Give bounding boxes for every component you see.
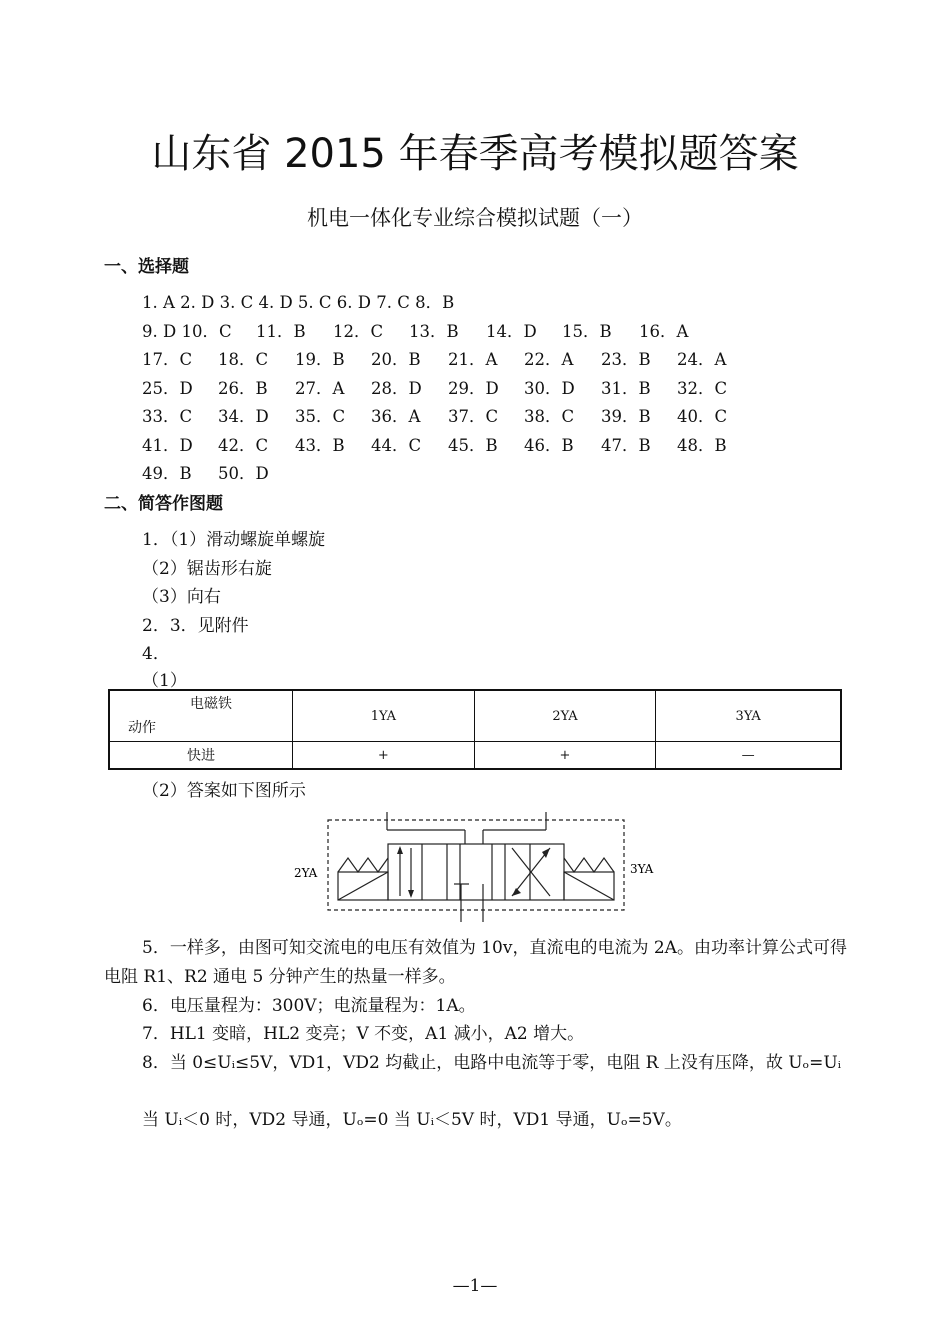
answer-cell: 17．C: [142, 350, 193, 369]
q8-answer-part2: 当 Uᵢ＜0 时，VD2 导通，Uₒ=0 当 Uᵢ＜5V 时，VD1 导通，Uₒ=5V。: [142, 1110, 682, 1130]
answer-cell: 11．B: [256, 322, 306, 341]
corner-label-top: 电磁铁: [190, 696, 232, 712]
q2-q3-answer: 2．3．见附件: [142, 616, 249, 636]
answer-cell: 32．C: [677, 379, 728, 398]
answer-cell: 38．C: [524, 407, 575, 426]
answer-cell: 48．B: [677, 436, 727, 455]
answer-cell: 12．C: [333, 322, 384, 341]
q4-part2-label: （2）答案如下图所示: [142, 781, 306, 801]
answer-cell: 41．D: [142, 436, 193, 455]
answer-cell: 46．B: [524, 436, 574, 455]
page-number: —1—: [452, 1276, 498, 1296]
answer-cell: 1. A 2. D 3. C 4. D 5. C 6. D 7. C 8．B: [142, 293, 455, 312]
answer-cell: 45．B: [448, 436, 498, 455]
table-cell: +: [474, 742, 656, 770]
section-heading-choice: 一、选择题: [104, 257, 189, 277]
answer-cell: 31．B: [601, 379, 651, 398]
q1-part3: （3）向右: [142, 587, 221, 607]
valve-label-2ya: 2YA: [294, 866, 318, 880]
q5-answer: 5．一样多，由图可知交流电的电压有效值为 10v，直流电的电流为 2A。由功率计算公式可得电阻 R1、R2 通电 5 分钟产生的热量一样多。: [104, 938, 847, 987]
directional-valve-diagram: [290, 810, 670, 934]
q6-answer: 6．电压量程为：300V；电流量程为：1A。: [142, 996, 476, 1016]
answer-cell: 13．B: [409, 322, 459, 341]
answer-cell: 47．B: [601, 436, 651, 455]
answer-cell: 37．C: [448, 407, 499, 426]
table-cell: +: [293, 742, 475, 770]
table-header: 3YA: [656, 690, 841, 742]
answer-cell: 26．B: [218, 379, 268, 398]
page-subtitle: 机电一体化专业综合模拟试题（一）: [307, 206, 643, 230]
table-row-label: 快进: [109, 742, 293, 770]
solenoid-action-table: [108, 689, 842, 770]
q1-part2: （2）锯齿形右旋: [142, 559, 272, 579]
q8-answer-part1: 8．当 0≤Uᵢ≤5V，VD1，VD2 均截止，电路中电流等于零，电阻 R 上没有压降，故 Uₒ=Uᵢ: [142, 1053, 842, 1073]
answer-cell: 33．C: [142, 407, 193, 426]
answer-cell: 23．B: [601, 350, 651, 369]
answer-cell: 18．C: [218, 350, 269, 369]
answer-cell: 28．D: [371, 379, 422, 398]
answer-cell: 39．B: [601, 407, 651, 426]
q1-part1: 1．（1）滑动螺旋单螺旋: [142, 530, 326, 550]
answer-cell: 9. D 10．C: [142, 322, 232, 341]
section-heading-short-answer: 二、简答作图题: [104, 494, 223, 514]
answer-cell: 22．A: [524, 350, 574, 369]
answer-cell: 50．D: [218, 464, 269, 483]
table-cell: —: [656, 742, 841, 770]
table-header: 1YA: [293, 690, 475, 742]
answer-cell: 42．C: [218, 436, 269, 455]
valve-symbol-icon: [290, 810, 670, 930]
answer-cell: 15．B: [562, 322, 612, 341]
answer-cell: 43．B: [295, 436, 345, 455]
table-corner-cell: [109, 690, 293, 742]
answer-cell: 35．C: [295, 407, 346, 426]
answer-cell: 25．D: [142, 379, 193, 398]
answer-cell: 27．A: [295, 379, 345, 398]
answer-cell: 14．D: [486, 322, 537, 341]
answer-cell: 24．A: [677, 350, 727, 369]
answer-cell: 36．A: [371, 407, 421, 426]
q4-label: 4．: [142, 644, 170, 664]
answer-cell: 20．B: [371, 350, 421, 369]
q4-part1-label: （1）: [142, 671, 187, 691]
answer-cell: 30．D: [524, 379, 575, 398]
corner-label-bottom: 动作: [128, 720, 156, 736]
answer-cell: 44．C: [371, 436, 422, 455]
q7-answer: 7．HL1 变暗，HL2 变亮；V 不变，A1 减小，A2 增大。: [142, 1024, 585, 1044]
valve-label-3ya: 3YA: [630, 862, 654, 876]
table-header: 2YA: [474, 690, 656, 742]
answer-cell: 29．D: [448, 379, 499, 398]
page-title: 山东省 2015 年春季高考模拟题答案: [151, 131, 799, 177]
answer-cell: 34．D: [218, 407, 269, 426]
answer-cell: 21．A: [448, 350, 498, 369]
answer-cell: 40．C: [677, 407, 728, 426]
answer-cell: 16．A: [639, 322, 689, 341]
answer-cell: 49．B: [142, 464, 192, 483]
answer-cell: 19．B: [295, 350, 345, 369]
